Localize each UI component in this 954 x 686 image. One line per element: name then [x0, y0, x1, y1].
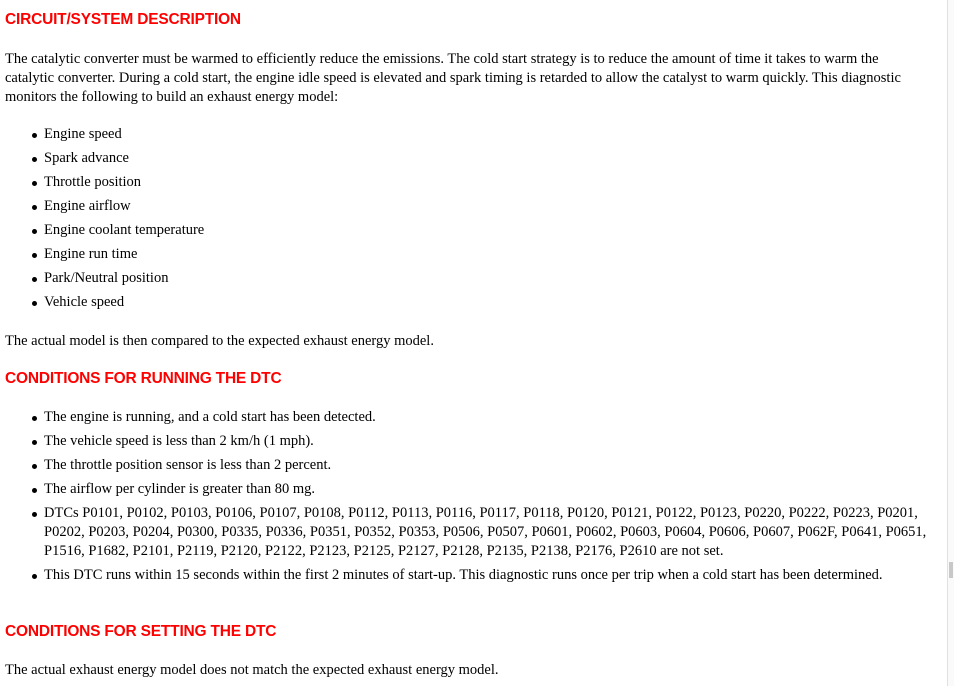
circuit-outro-paragraph: The actual model is then compared to the expected exhaust energy model.: [5, 333, 434, 349]
list-item: Park/Neutral position: [44, 269, 204, 293]
monitored-parameters-list: [5, 125, 204, 317]
vertical-scrollbar[interactable]: [947, 0, 954, 686]
list-item: The vehicle speed is less than 2 km/h (1 mph).: [44, 432, 931, 451]
list-item: The airflow per cylinder is greater than 80 mg.: [44, 480, 931, 499]
list-item: Spark advance: [44, 149, 204, 173]
list-item: Vehicle speed: [44, 293, 204, 317]
list-item: Engine run time: [44, 245, 204, 269]
list-item: Engine coolant temperature: [44, 221, 204, 245]
list-item: DTCs P0101, P0102, P0103, P0106, P0107, P0108, P0112, P0113, P0116, P0117, P0118, P0120, P0121, P0122, P0123, P0220, P0222, P0223, P0201, P0202, P0203, P0204, P0300, P0335, P0336, P0351, P0352, P0353, P0506, P0507, P0601, P0602, P0603, P0604, P0606, P0607, P062F, P0641, P0651, P1516, P1682, P2101, P2119, P2120, P2122, P2123, P2125, P2127, P2128, P2135, P2138, P2176, P2610 are not set.: [44, 504, 931, 561]
scrollbar-thumb[interactable]: [949, 562, 953, 578]
section-heading-circuit-description: CIRCUIT/SYSTEM DESCRIPTION: [5, 11, 241, 28]
list-item: Engine airflow: [44, 197, 204, 221]
section-heading-setting-conditions: CONDITIONS FOR SETTING THE DTC: [5, 623, 277, 640]
section-heading-running-conditions: CONDITIONS FOR RUNNING THE DTC: [5, 370, 282, 387]
list-item: The engine is running, and a cold start has been detected.: [44, 408, 931, 427]
list-item: Engine speed: [44, 125, 204, 149]
running-conditions-list: [5, 408, 931, 590]
list-item: This DTC runs within 15 seconds within the first 2 minutes of start-up. This diagnostic runs once per trip when a cold start has been determined.: [44, 566, 931, 585]
circuit-intro-paragraph: The catalytic converter must be warmed to efficiently reduce the emissions. The cold start strategy is to reduce the amount of time it takes to warm the catalytic converter. During a cold start, the engine idle speed is elevated and spark timing is retarded to allow the catalyst to warm quickly. This diagnostic monitors the following to build an exhaust energy model:: [5, 51, 901, 105]
setting-conditions-paragraph: The actual exhaust energy model does not match the expected exhaust energy model.: [5, 662, 499, 678]
list-item: The throttle position sensor is less than 2 percent.: [44, 456, 931, 475]
list-item: Throttle position: [44, 173, 204, 197]
